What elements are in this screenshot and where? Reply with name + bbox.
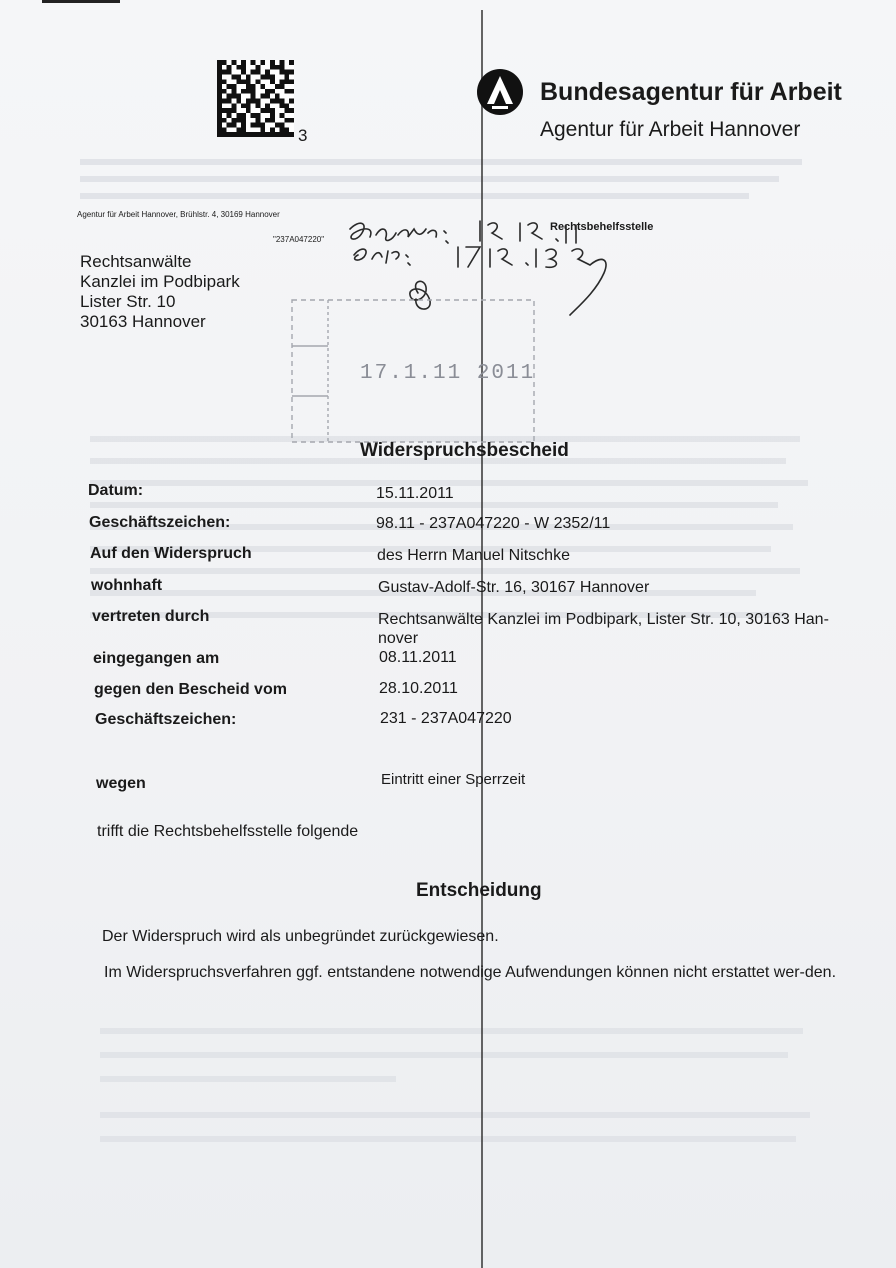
decision-paragraph-1: Der Widerspruch wird als unbegründet zurückgewiesen. [102, 928, 499, 945]
datamatrix-number: 3 [298, 126, 308, 145]
address-line: Rechtsanwälte [80, 252, 192, 271]
eingegangen-value: 08.11.2011 [379, 649, 457, 666]
vertreten-label: vertreten durch [92, 608, 210, 625]
wohnhaft-label: wohnhaft [91, 577, 163, 594]
datum-label: Datum: [88, 482, 144, 499]
datamatrix-code-icon [217, 60, 294, 137]
wohnhaft-value: Gustav-Adolf-Str. 16, 30167 Hannover [378, 579, 650, 596]
reference-small: "237A047220" [273, 235, 325, 244]
recipient-address [80, 252, 240, 332]
agency-subtitle: Agentur für Arbeit Hannover [540, 118, 801, 141]
wegen-value: Eintritt einer Sperrzeit [381, 771, 526, 788]
sender-line: Agentur für Arbeit Hannover, Brühlstr. 4, 30169 Hannover [77, 210, 280, 219]
trifft-line: trifft die Rechtsbehelfsstelle folgende [97, 823, 359, 840]
widerspruch-value: des Herrn Manuel Nitschke [377, 547, 570, 564]
vertreten-value: Rechtsanwälte Kanzlei im Podbipark, Lister Str. 10, 30163 Han-nover [378, 611, 829, 647]
agency-title: Bundesagentur für Arbeit [540, 78, 842, 106]
widerspruch-label: Auf den Widerspruch [90, 545, 252, 562]
decision-paragraph-2: Im Widerspruchsverfahren ggf. entstandene notwendige Aufwendungen können nicht erstattet wer-den. [104, 964, 837, 981]
address-line: Kanzlei im Podbipark [80, 272, 240, 291]
geschaeftszeichen-label: Geschäftszeichen: [89, 514, 231, 531]
bescheid-value: 28.10.2011 [379, 680, 458, 697]
geschaeftszeichen-value: 98.11 - 237A047220 - W 2352/11 [376, 515, 611, 532]
address-line: Lister Str. 10 [80, 292, 176, 311]
eingegangen-label: eingegangen am [93, 650, 220, 667]
bundesagentur-logo-icon [476, 68, 524, 116]
bescheid-label: gegen den Bescheid vom [94, 681, 287, 698]
department-label: Rechtsbehelfsstelle [550, 221, 654, 233]
geschaeftszeichen2-value: 231 - 237A047220 [380, 710, 512, 727]
address-line: 30163 Hannover [80, 312, 206, 331]
document-title: Widerspruchsbescheid [360, 440, 569, 461]
wegen-label: wegen [96, 775, 146, 792]
stamp-date: 17.1.11 2011 [360, 362, 536, 385]
geschaeftszeichen2-label: Geschäftszeichen: [95, 711, 237, 728]
top-edge-mark [42, 0, 120, 3]
datum-value: 15.11.2011 [376, 485, 454, 502]
decision-title: Entscheidung [416, 880, 542, 901]
